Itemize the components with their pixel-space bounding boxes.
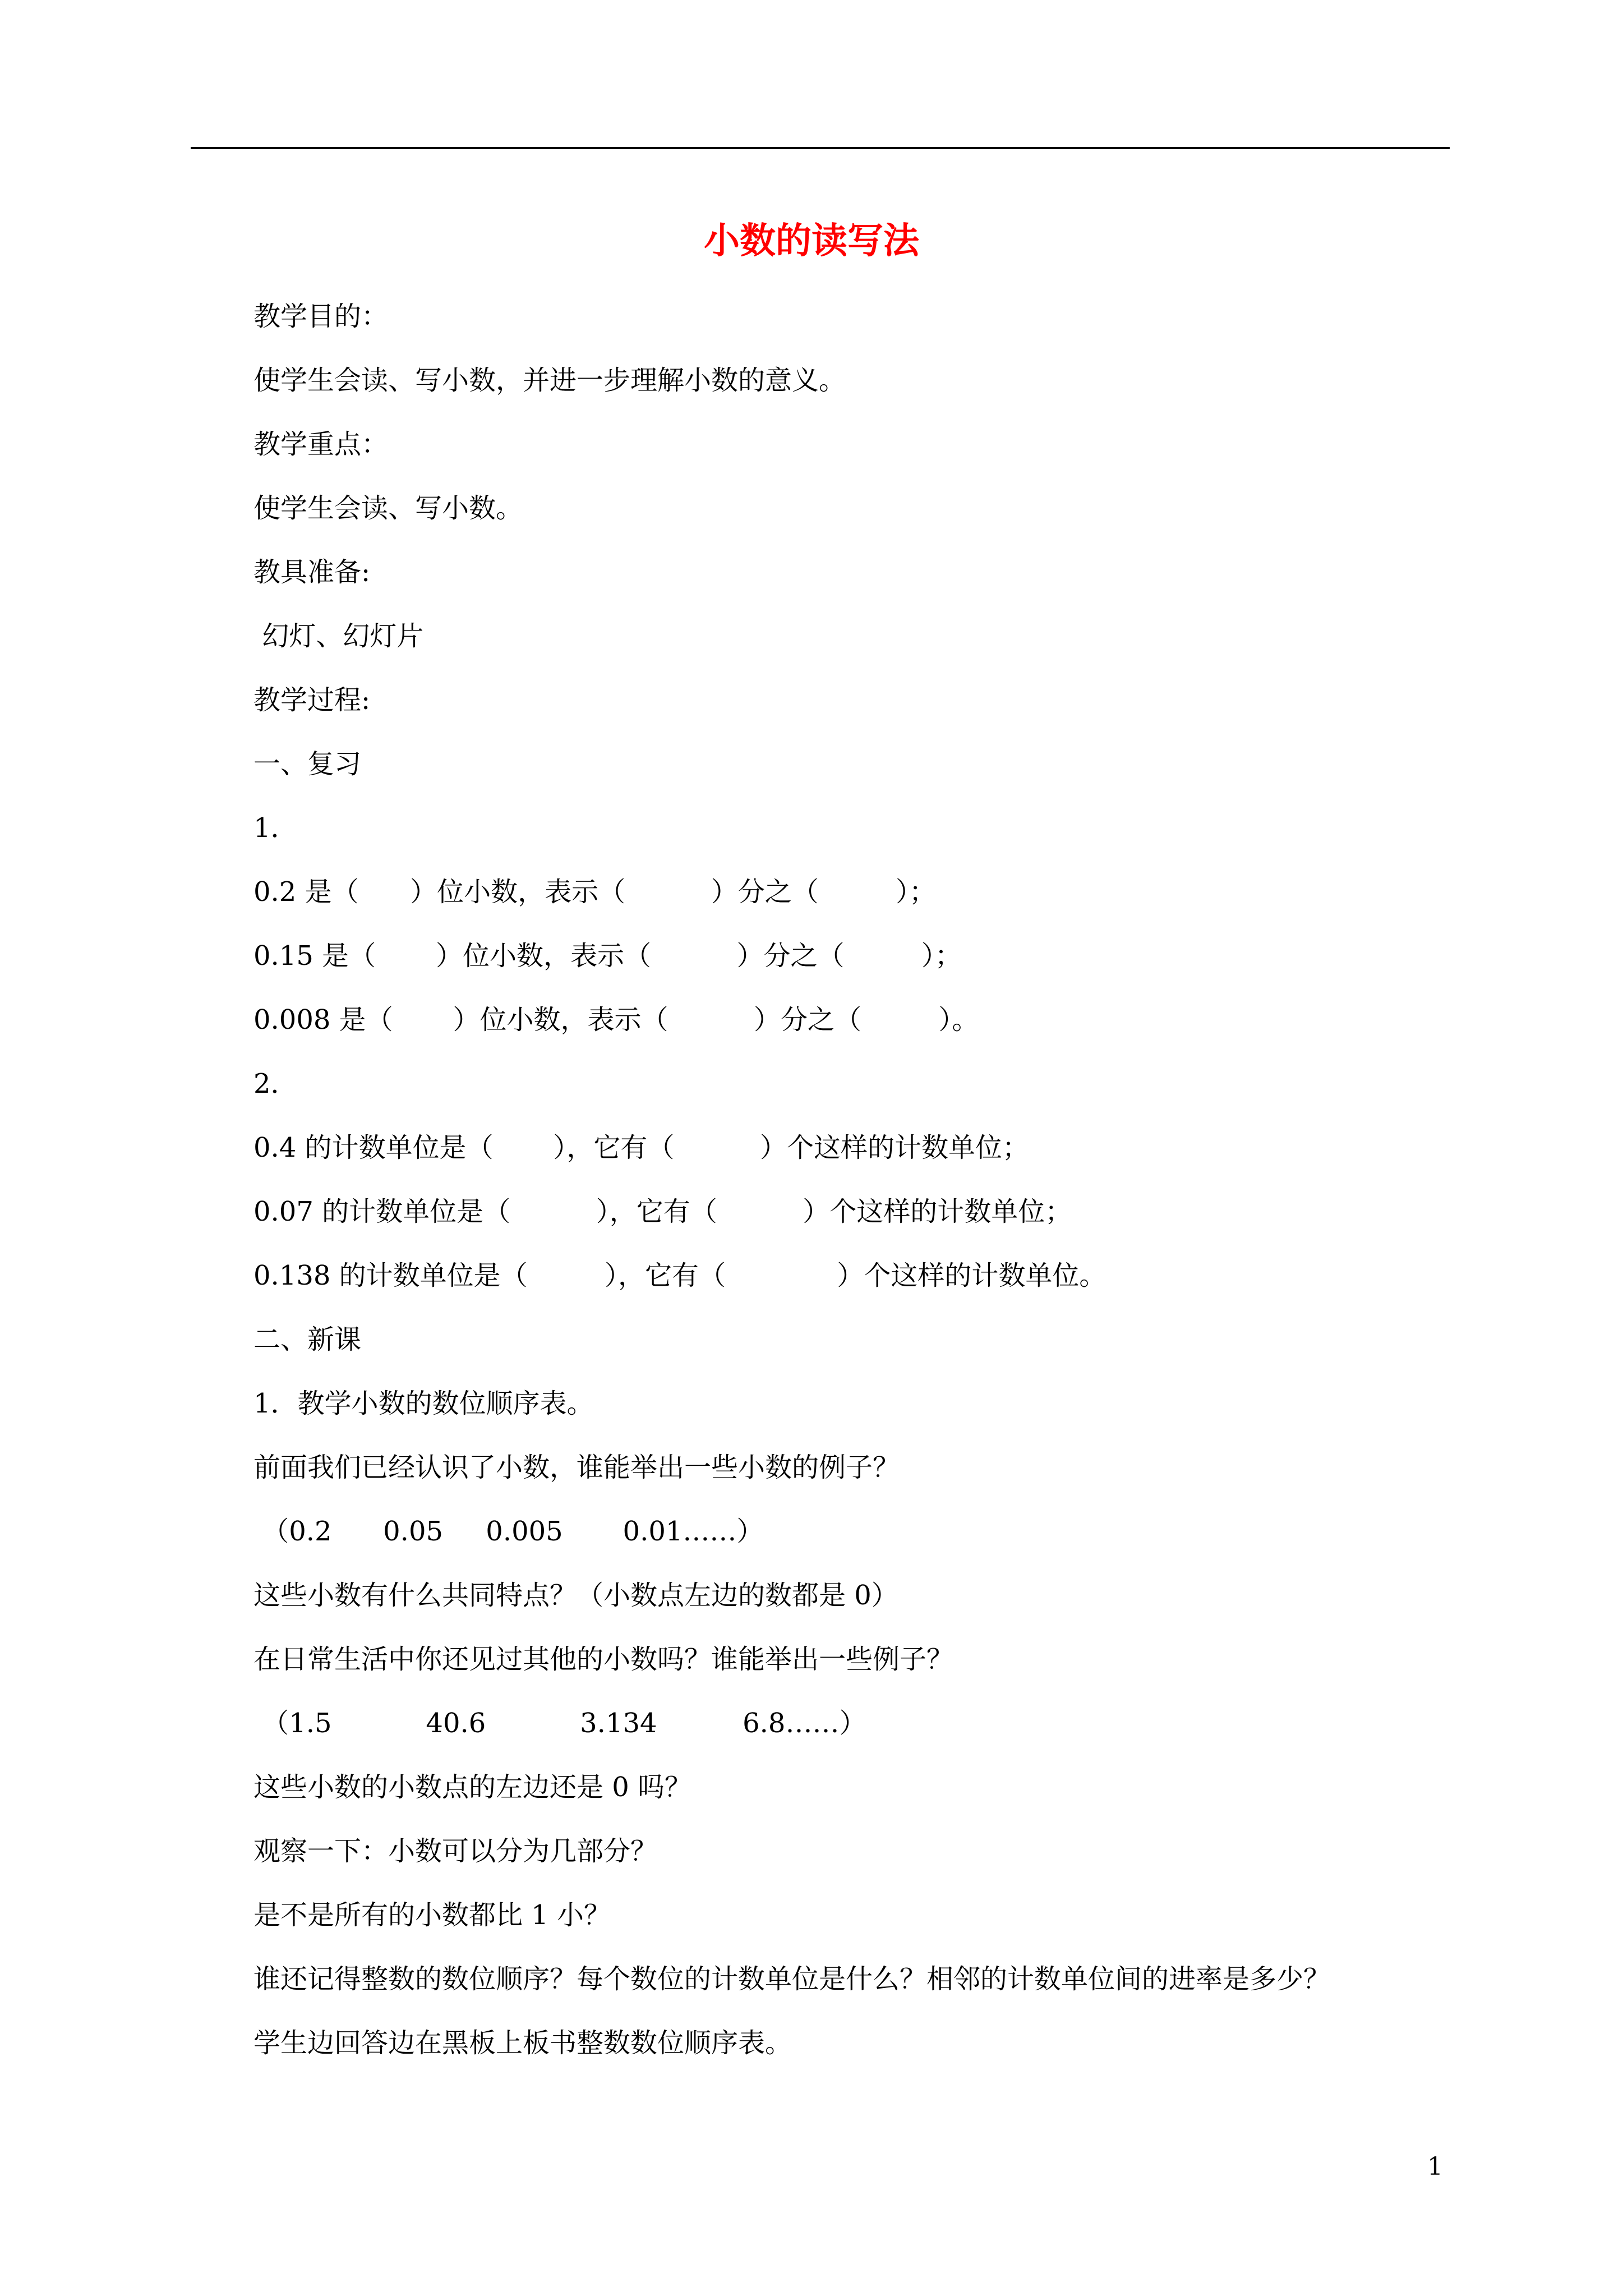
text-line-unit-a: 0.4 的计数单位是（ ），它有（ ）个这样的计数单位； bbox=[253, 1132, 1029, 1163]
text-line-item-1: 1． bbox=[253, 812, 298, 844]
text-line-key-point: 使学生会读、写小数。 bbox=[253, 493, 523, 524]
text-line-process-heading: 教学过程: bbox=[253, 684, 371, 716]
text-line-examples-a: （0.2 0.05 0.005 0.01……） bbox=[253, 1516, 764, 1547]
text-line-blackboard: 学生边回答边在黑板上板书整数数位顺序表。 bbox=[253, 2027, 792, 2059]
text-line-teaching-goal: 使学生会读、写小数，并进一步理解小数的意义。 bbox=[253, 365, 846, 396]
text-line-key-point-heading: 教学重点： bbox=[253, 429, 389, 460]
document-title: 小数的读写法 bbox=[704, 220, 919, 262]
text-line-new-lesson-item-1: 1．教学小数的数位顺序表。 bbox=[253, 1388, 594, 1419]
text-line-unit-b: 0.07 的计数单位是（ ），它有（ ）个这样的计数单位； bbox=[253, 1196, 1072, 1227]
text-line-exercise-a: 0.2 是（ ）位小数，表示（ ）分之（ ）； bbox=[253, 876, 937, 908]
text-line-question-examples: 前面我们已经认识了小数，谁能举出一些小数的例子？ bbox=[253, 1452, 900, 1483]
text-line-question-parts: 观察一下：小数可以分为几部分？ bbox=[253, 1835, 658, 1867]
text-line-review-heading: 一、复习 bbox=[253, 748, 362, 780]
page-number: 1 bbox=[1427, 2152, 1443, 2181]
text-line-teaching-goal-heading: 教学目的： bbox=[253, 301, 389, 332]
text-line-new-lesson-heading: 二、新课 bbox=[253, 1324, 362, 1355]
text-line-question-left-zero: 这些小数的小数点的左边还是 0 吗？ bbox=[253, 1772, 692, 1803]
text-line-materials-heading: 教具准备: bbox=[253, 556, 371, 588]
text-line-exercise-b: 0.15 是（ ）位小数，表示（ ）分之（ ）； bbox=[253, 940, 962, 972]
text-line-question-daily: 在日常生活中你还见过其他的小数吗？谁能举出一些例子？ bbox=[253, 1644, 954, 1675]
text-line-question-less-than-one: 是不是所有的小数都比 1 小？ bbox=[253, 1899, 611, 1931]
text-line-examples-b: （1.5 40.6 3.134 6.8……） bbox=[253, 1708, 866, 1739]
text-line-question-integer-places: 谁还记得整数的数位顺序？每个数位的计数单位是什么？相邻的计数单位间的进率是多少？ bbox=[253, 1963, 1331, 1995]
text-line-item-2: 2． bbox=[253, 1068, 298, 1099]
header-rule bbox=[191, 147, 1450, 149]
text-line-unit-c: 0.138 的计数单位是（ ），它有（ ）个这样的计数单位。 bbox=[253, 1260, 1106, 1291]
text-line-materials: 幻灯、幻灯片 bbox=[253, 620, 424, 652]
text-line-exercise-c: 0.008 是（ ）位小数，表示（ ）分之（ ）。 bbox=[253, 1004, 979, 1036]
text-line-question-common: 这些小数有什么共同特点？（小数点左边的数都是 0） bbox=[253, 1580, 898, 1611]
